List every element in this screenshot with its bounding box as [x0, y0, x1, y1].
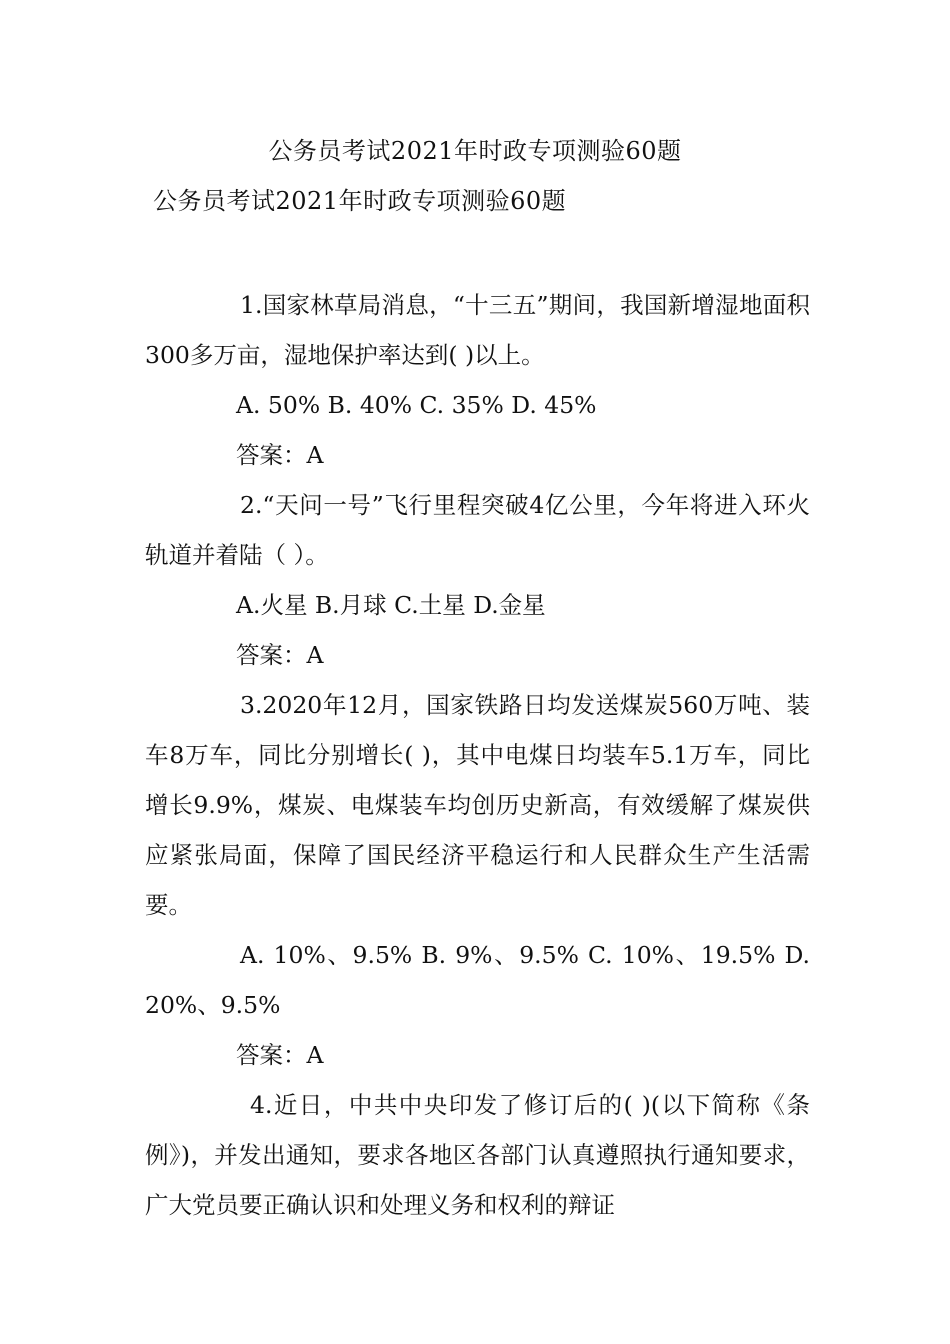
question-3-answer: 答案：A: [236, 1041, 324, 1069]
question-1-text: 1.国家林草局消息，“十三五”期间，我国新增湿地面积300多万亩，湿地保护率达到( )以上。: [145, 291, 810, 369]
question-2-text: 2.“天问一号”飞行里程突破4亿公里，今年将进入环火轨道并着陆（ ）。: [145, 491, 810, 569]
question-list: [145, 280, 810, 1230]
question-2: [145, 480, 810, 580]
question-3-options: A. 10%、9.5% B. 9%、9.5% C. 10%、19.5% D. 20%、9.5%: [145, 941, 810, 1019]
document-subtitle: 公务员考试2021年时政专项测验60题: [153, 187, 567, 215]
document-title: 公务员考试2021年时政专项测验60题: [268, 137, 682, 165]
question-3-text: 3.2020年12月，国家铁路日均发送煤炭560万吨、装车8万车，同比分别增长( )，其中电煤日均装车5.1万车，同比增长9.9%，煤炭、电煤装车均创历史新高，有效缓解了煤炭供应紧张局面，保障了国民经济平稳运行和人民群众生产生活需要。: [145, 691, 810, 919]
question-1-answer: 答案：A: [236, 441, 324, 469]
question-4: [145, 1080, 810, 1230]
question-3: [145, 680, 810, 930]
question-1: [145, 280, 810, 380]
question-1-options: A. 50% B. 40% C. 35% D. 45%: [236, 391, 597, 419]
question-2-answer: 答案：A: [236, 641, 324, 669]
question-2-options: A.火星 B.月球 C.土星 D.金星: [236, 591, 546, 619]
question-4-text: 4.近日，中共中央印发了修订后的( )(以下简称《条例》)，并发出通知，要求各地区各部门认真遵照执行通知要求，广大党员要正确认识和处理义务和权利的辩证: [145, 1091, 810, 1219]
